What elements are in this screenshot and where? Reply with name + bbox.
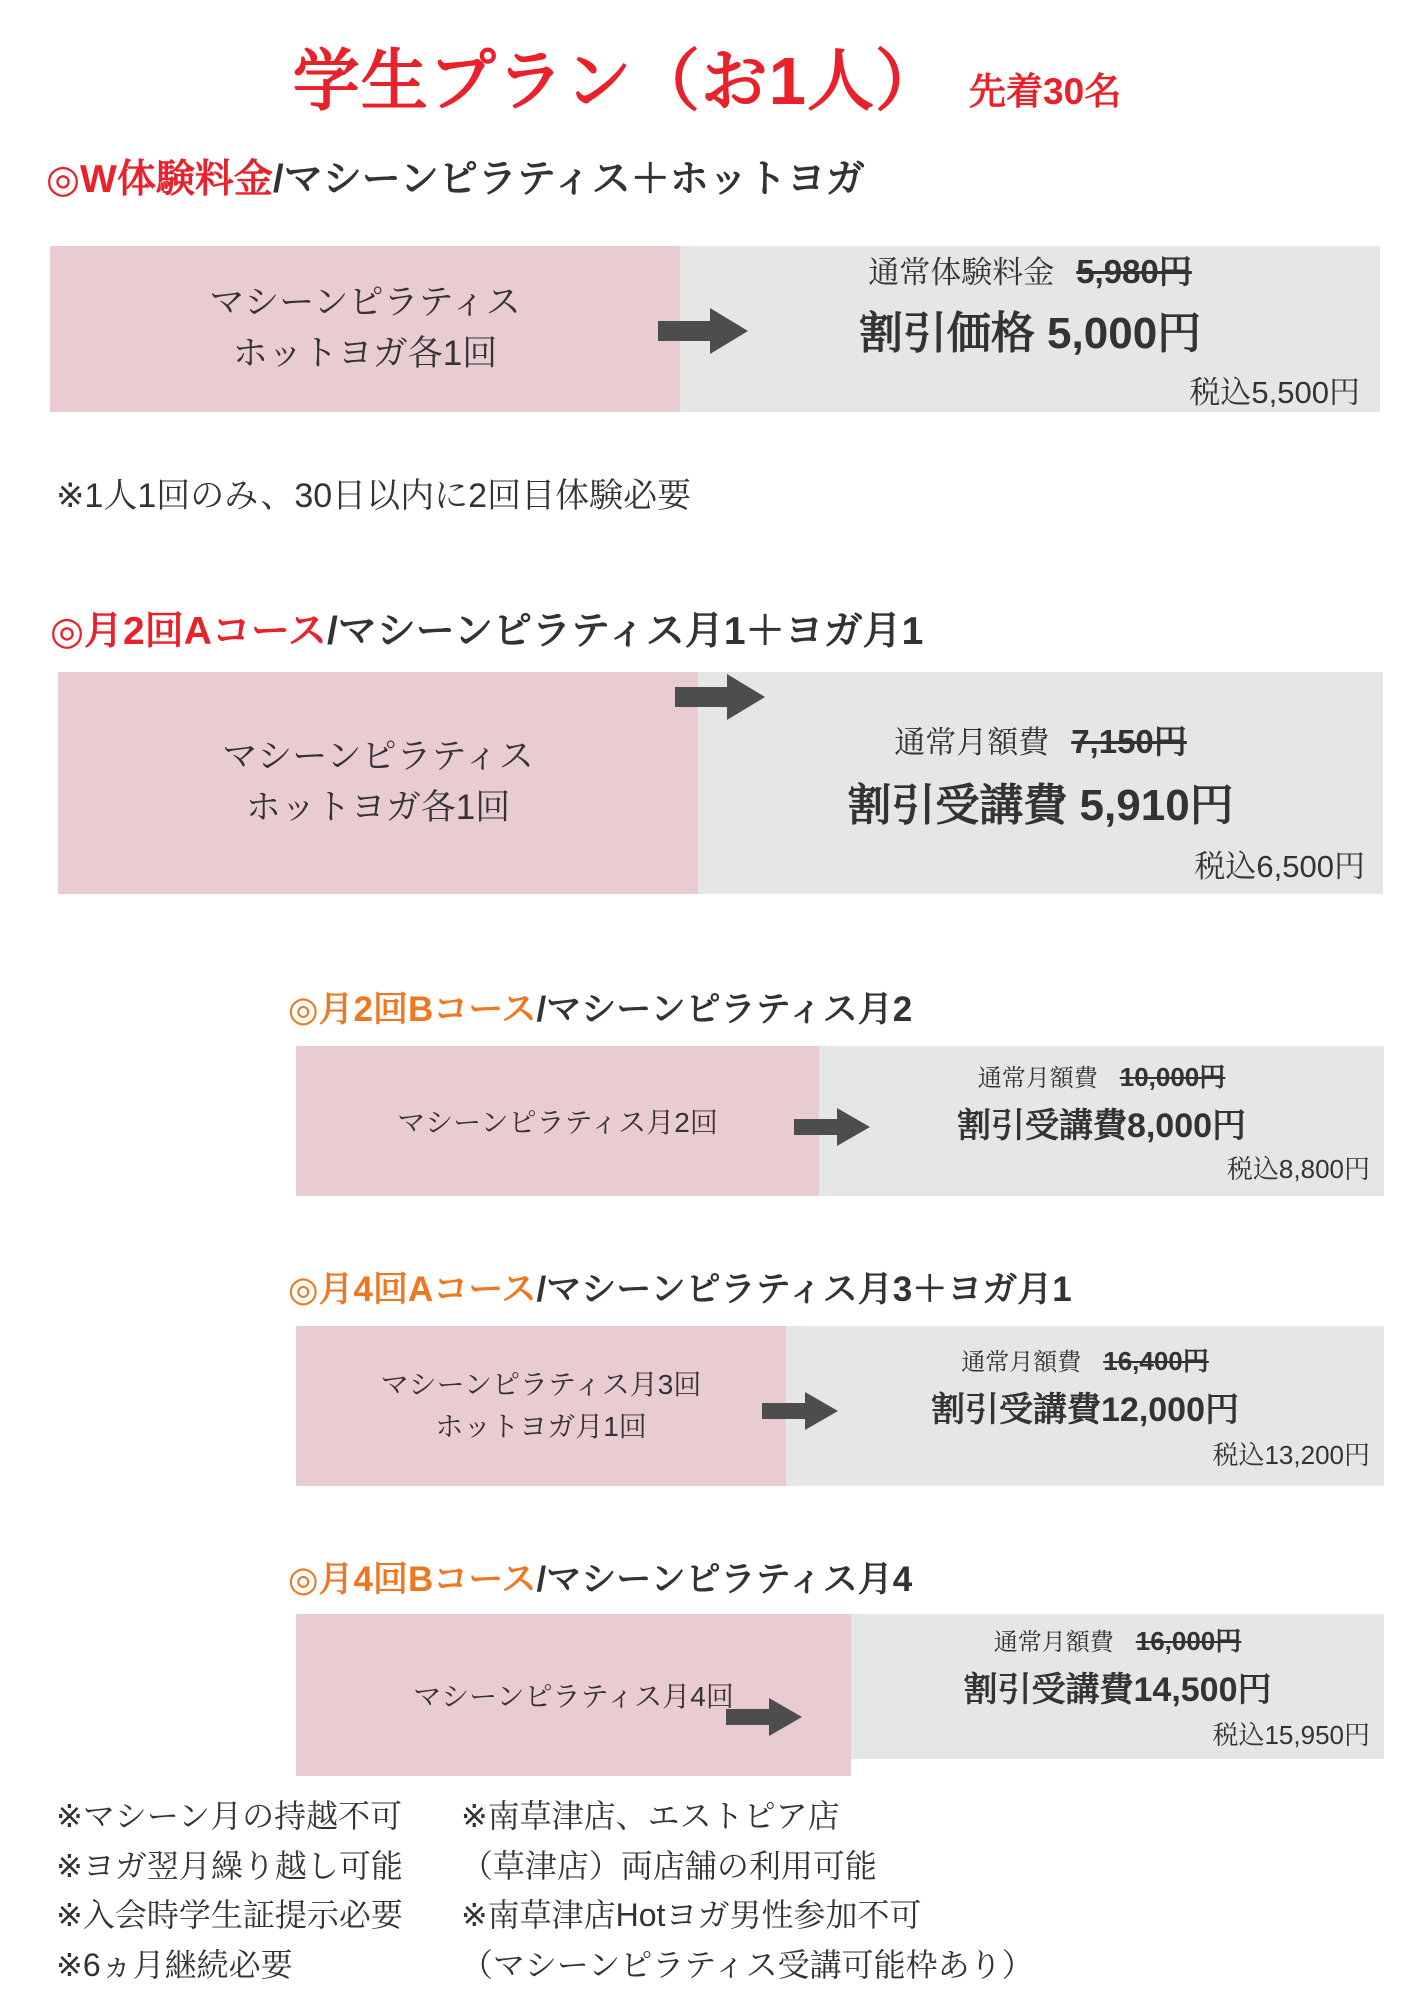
footer-note-left-3: ※入会時学生証提示必要 [56, 1897, 403, 1934]
section-rest-3: マシーンピラティス月2 [546, 990, 913, 1029]
plan-row-1 [50, 246, 1380, 412]
plan-normal-label-4: 通常月額費 [961, 1348, 1082, 1376]
section-name-1: W体験料金 [80, 158, 273, 201]
plan-normal-label-5: 通常月額費 [993, 1629, 1114, 1656]
plan-normal-amount-3: 10,000円 [1119, 1061, 1226, 1092]
section-mark-4: ◎ [288, 1270, 319, 1309]
section-rest-4: マシーンピラティス月3＋ヨガ月1 [546, 1270, 1072, 1309]
plan-discount-3: 割引受講費8,000円 [956, 1106, 1247, 1145]
plan-left-line-5-1: マシーンピラティス月4回 [413, 1681, 734, 1712]
plan-right-box-4 [786, 1326, 1384, 1486]
plan-normal-label-1: 通常体験料金 [868, 255, 1055, 290]
plan-normal-price-4 [800, 1341, 1370, 1378]
footer-note-left-1: ※マシーン月の持越不可 [56, 1798, 403, 1834]
footer-notes-left [56, 1792, 403, 1990]
arrow-right-icon-4 [762, 1392, 838, 1430]
arrow-right-icon-2 [675, 674, 765, 720]
plan-normal-price-5 [865, 1621, 1370, 1658]
plan-normal-amount-2: 7,150円 [1071, 723, 1187, 760]
plan-normal-label-2: 通常月額費 [894, 725, 1050, 760]
plan-discount-4: 割引受講費12,000円 [931, 1390, 1239, 1429]
plan-left-line-2-2: ホットヨガ各1回 [245, 788, 511, 827]
plan-tax-4: 税込13,200円 [1212, 1439, 1370, 1470]
section-sep-4: / [536, 1270, 547, 1309]
section-heading-3 [288, 982, 912, 1032]
plan-left-box-3 [296, 1046, 819, 1196]
section-name-5: 月4回Bコース [318, 1560, 537, 1599]
plan-tax-2: 税込6,500円 [1194, 849, 1365, 884]
section-rest-1: マシーンピラティス＋ホットヨガ [283, 158, 865, 201]
section-heading-1 [46, 148, 865, 204]
plan-normal-amount-5: 16,000円 [1135, 1626, 1242, 1656]
footer-note-right-3: ※南草津店Hotヨガ男性参加不可 [460, 1897, 922, 1934]
section-mark-3: ◎ [288, 990, 319, 1029]
plan-discount-5: 割引受講費14,500円 [963, 1671, 1272, 1709]
page-title: 学生プラン（お1人） [292, 44, 944, 119]
section-name-2: 月2回Aコース [84, 610, 327, 653]
section-sep-2: / [326, 610, 338, 653]
plan-row-3 [296, 1046, 1384, 1196]
section-mark-2: ◎ [50, 610, 85, 653]
plan-row-5 [296, 1614, 1384, 1776]
plan-left-line-1-1: マシーンピラティス [209, 283, 521, 323]
plan-row-4 [296, 1326, 1384, 1486]
section-heading-5 [288, 1552, 912, 1602]
plan-left-line-2-1: マシーンピラティス [222, 737, 534, 777]
plan-tax-5: 税込15,950円 [1212, 1720, 1370, 1750]
plan-normal-amount-4: 16,400円 [1103, 1345, 1209, 1376]
section-rest-5: マシーンピラティス月4 [546, 1560, 913, 1599]
plan-note-1: ※1人1回のみ、30日以内に2回目体験必要 [56, 477, 692, 515]
section-heading-4 [288, 1262, 1072, 1312]
plan-left-box-4 [296, 1326, 786, 1486]
arrow-right-icon-1 [658, 308, 748, 354]
section-name-4: 月4回Aコース [318, 1270, 537, 1309]
plan-discount-2: 割引受講費 5,910円 [847, 781, 1234, 830]
arrow-right-icon-3 [794, 1108, 870, 1146]
footer-notes-right [461, 1792, 1034, 1990]
plan-tax-1: 税込5,500円 [1189, 375, 1360, 410]
plan-discount-1: 割引価格 5,000円 [858, 309, 1202, 358]
footer-notes [56, 1792, 1034, 1990]
plan-right-box-1 [680, 246, 1380, 412]
plan-left-line-1-2: ホットヨガ各1回 [232, 334, 498, 373]
plan-left-line-4-1: マシーンピラティス月3回 [380, 1369, 702, 1400]
plan-left-box-1 [50, 246, 680, 412]
plan-left-line-3-1: マシーンピラティス月2回 [397, 1107, 718, 1138]
plan-right-box-5 [851, 1614, 1384, 1759]
section-heading-2 [50, 600, 923, 656]
plan-normal-amount-1: 5,980円 [1076, 253, 1192, 290]
section-sep-5: / [536, 1560, 547, 1599]
section-sep-1: / [272, 158, 284, 201]
page-header [0, 0, 1414, 124]
plan-normal-label-3: 通常月額費 [977, 1064, 1098, 1092]
plan-tax-3: 税込8,800円 [1226, 1153, 1370, 1184]
capacity-badge: 先着30名 [969, 71, 1122, 112]
footer-note-right-4: （マシーンピラティス受講可能枠あり） [460, 1946, 1034, 1983]
arrow-right-icon-5 [726, 1698, 802, 1736]
footer-note-right-2: （草津店）両店舗の利用可能 [460, 1847, 877, 1884]
plan-row-2 [58, 672, 1383, 894]
section-rest-2: マシーンピラティス月1＋ヨガ月1 [337, 610, 924, 653]
plan-normal-price-3 [833, 1057, 1370, 1094]
footer-note-left-2: ※ヨガ翌月繰り越し可能 [56, 1847, 403, 1884]
plan-left-line-4-2: ホットヨガ月1回 [435, 1411, 647, 1442]
footer-note-left-4: ※6ヵ月継続必要 [56, 1946, 293, 1983]
plan-right-box-2 [698, 672, 1383, 894]
plan-normal-price-1 [700, 246, 1360, 293]
section-sep-3: / [536, 990, 547, 1029]
plan-left-box-2 [58, 672, 698, 894]
section-mark-5: ◎ [288, 1560, 319, 1599]
section-name-3: 月2回Bコース [318, 990, 537, 1029]
plan-right-box-3 [819, 1046, 1384, 1196]
section-mark-1: ◎ [46, 158, 81, 201]
footer-note-right-1: ※南草津店、エストピア店 [460, 1798, 840, 1834]
plan-left-box-5 [296, 1614, 851, 1776]
plan-normal-price-2 [716, 716, 1365, 763]
